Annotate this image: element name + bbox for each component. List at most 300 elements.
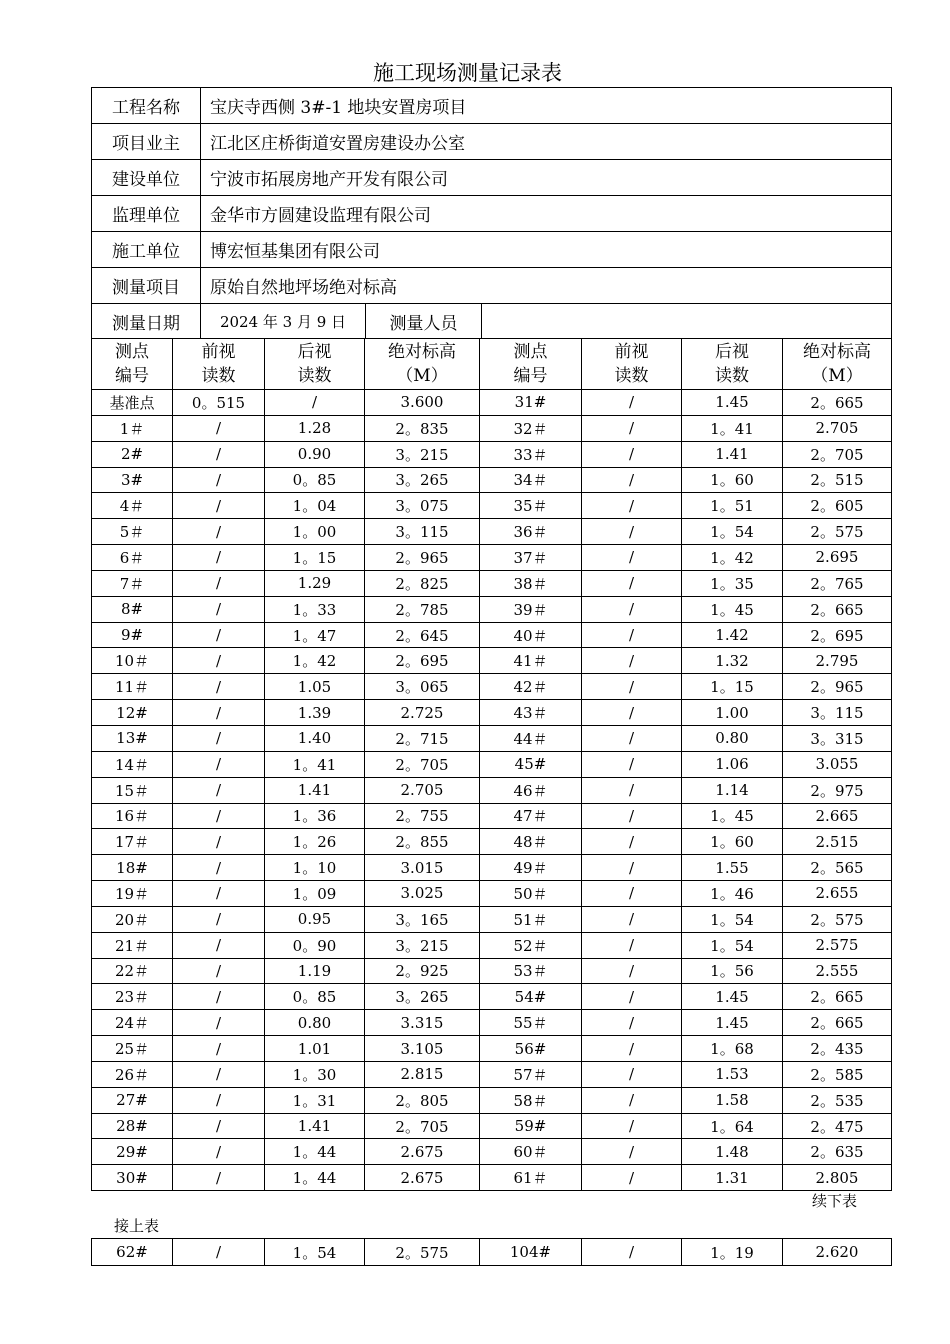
- elevation-cell: 3.600: [365, 390, 480, 416]
- back-reading-cell: 1。46: [682, 881, 783, 907]
- table-row: [92, 622, 892, 648]
- table-header-row: [92, 339, 892, 390]
- table-row: [92, 441, 892, 467]
- point-no-cell: 50＃: [480, 881, 582, 907]
- front-reading-cell: /: [173, 700, 265, 726]
- table-row: [92, 519, 892, 545]
- elevation-cell: 2.805: [783, 1165, 892, 1191]
- person-label: 测量人员: [366, 304, 482, 339]
- header-front-reading: 前视 读数: [582, 339, 682, 390]
- continuation-table: [91, 1238, 892, 1266]
- front-reading-cell: /: [173, 441, 265, 467]
- front-reading-cell: /: [582, 622, 682, 648]
- elevation-cell: 2。575: [783, 906, 892, 932]
- point-no-cell: 33＃: [480, 441, 582, 467]
- point-no-cell: 32＃: [480, 415, 582, 441]
- table-row: [92, 1087, 892, 1113]
- back-reading-cell: 1。68: [682, 1036, 783, 1062]
- elevation-cell: 2.665: [783, 803, 892, 829]
- info-label: 测量项目: [92, 268, 201, 304]
- header-point-no: 测点 编号: [480, 339, 582, 390]
- elevation-cell: 3.055: [783, 751, 892, 777]
- back-reading-cell: 1。41: [265, 751, 365, 777]
- elevation-cell: 2.795: [783, 648, 892, 674]
- elevation-cell: 2。475: [783, 1113, 892, 1139]
- back-reading-cell: 0.80: [265, 1010, 365, 1036]
- elevation-cell: 2。665: [783, 984, 892, 1010]
- point-no-cell: 36＃: [480, 519, 582, 545]
- point-no-cell: 56#: [480, 1036, 582, 1062]
- table-row: [92, 648, 892, 674]
- point-no-cell: 31#: [480, 390, 582, 416]
- front-reading-cell: /: [173, 622, 265, 648]
- back-reading-cell: 1。45: [682, 596, 783, 622]
- point-no-cell: 40＃: [480, 622, 582, 648]
- front-reading-cell: /: [173, 415, 265, 441]
- back-reading-cell: 1.41: [265, 1113, 365, 1139]
- front-reading-cell: /: [173, 1165, 265, 1191]
- back-reading-cell: 1。31: [265, 1087, 365, 1113]
- front-reading-cell: /: [582, 1239, 682, 1266]
- table-row: [92, 1165, 892, 1191]
- point-no-cell: 13#: [92, 725, 173, 751]
- elevation-cell: 2.705: [783, 415, 892, 441]
- table-row: [92, 1061, 892, 1087]
- back-reading-cell: 1。47: [265, 622, 365, 648]
- back-reading-cell: 1。35: [682, 570, 783, 596]
- front-reading-cell: /: [582, 1087, 682, 1113]
- front-reading-cell: /: [582, 1061, 682, 1087]
- back-reading-cell: 1。45: [682, 803, 783, 829]
- front-reading-cell: /: [582, 648, 682, 674]
- elevation-cell: 2。705: [365, 1113, 480, 1139]
- front-reading-cell: /: [173, 467, 265, 493]
- point-no-cell: 62#: [92, 1239, 173, 1266]
- elevation-cell: 2.575: [783, 932, 892, 958]
- front-reading-cell: /: [173, 674, 265, 700]
- elevation-cell: 3。215: [365, 932, 480, 958]
- header-back-reading: 后视 读数: [265, 339, 365, 390]
- point-no-cell: 18#: [92, 855, 173, 881]
- point-no-cell: 21＃: [92, 932, 173, 958]
- point-no-cell: 30#: [92, 1165, 173, 1191]
- point-no-cell: 41＃: [480, 648, 582, 674]
- back-reading-cell: 1。33: [265, 596, 365, 622]
- info-value: 宝庆寺西侧 3#-1 地块安置房项目: [201, 88, 892, 124]
- info-label: 监理单位: [92, 196, 201, 232]
- back-reading-cell: 1.45: [682, 984, 783, 1010]
- front-reading-cell: /: [582, 803, 682, 829]
- table-row: [92, 596, 892, 622]
- front-reading-cell: /: [582, 777, 682, 803]
- front-reading-cell: /: [582, 441, 682, 467]
- front-reading-cell: /: [582, 751, 682, 777]
- elevation-cell: 2。965: [365, 545, 480, 571]
- front-reading-cell: /: [173, 1087, 265, 1113]
- info-value: 原始自然地坪场绝对标高: [201, 268, 892, 304]
- table-row: [92, 751, 892, 777]
- back-reading-cell: 1.32: [682, 648, 783, 674]
- front-reading-cell: /: [582, 545, 682, 571]
- point-no-cell: 52＃: [480, 932, 582, 958]
- point-no-cell: 59#: [480, 1113, 582, 1139]
- front-reading-cell: 0。515: [173, 390, 265, 416]
- point-no-cell: 43＃: [480, 700, 582, 726]
- front-reading-cell: /: [582, 855, 682, 881]
- back-reading-cell: 1.14: [682, 777, 783, 803]
- info-row: [92, 160, 892, 196]
- elevation-cell: 2.815: [365, 1061, 480, 1087]
- front-reading-cell: /: [173, 1239, 265, 1266]
- table-row: [92, 1010, 892, 1036]
- point-no-cell: 27#: [92, 1087, 173, 1113]
- back-reading-cell: 1。60: [682, 829, 783, 855]
- elevation-cell: 3.105: [365, 1036, 480, 1062]
- elevation-cell: 2.515: [783, 829, 892, 855]
- table-row: [92, 674, 892, 700]
- front-reading-cell: /: [173, 803, 265, 829]
- table-row: [92, 545, 892, 571]
- point-no-cell: 45#: [480, 751, 582, 777]
- page-title: 施工现场测量记录表: [373, 61, 562, 85]
- elevation-cell: 3。115: [783, 700, 892, 726]
- elevation-cell: 2。975: [783, 777, 892, 803]
- point-no-cell: 20＃: [92, 906, 173, 932]
- front-reading-cell: /: [173, 751, 265, 777]
- elevation-cell: 2.655: [783, 881, 892, 907]
- front-reading-cell: /: [582, 390, 682, 416]
- point-no-cell: 15＃: [92, 777, 173, 803]
- header-elevation: 绝对标高 （M）: [783, 339, 892, 390]
- front-reading-cell: /: [173, 855, 265, 881]
- table-row: [92, 725, 892, 751]
- back-reading-cell: 1.39: [265, 700, 365, 726]
- back-reading-cell: 1.28: [265, 415, 365, 441]
- table-row: [92, 829, 892, 855]
- point-no-cell: 5＃: [92, 519, 173, 545]
- back-reading-cell: 1。26: [265, 829, 365, 855]
- info-value: 宁波市拓展房地产开发有限公司: [201, 160, 892, 196]
- front-reading-cell: /: [173, 906, 265, 932]
- back-reading-cell: 1。42: [682, 545, 783, 571]
- table-row: [92, 984, 892, 1010]
- front-reading-cell: /: [582, 958, 682, 984]
- front-reading-cell: /: [582, 596, 682, 622]
- info-value: 金华市方圆建设监理有限公司: [201, 196, 892, 232]
- point-no-cell: 24＃: [92, 1010, 173, 1036]
- point-no-cell: 60＃: [480, 1139, 582, 1165]
- elevation-cell: 3.315: [365, 1010, 480, 1036]
- elevation-cell: 2.620: [783, 1239, 892, 1266]
- front-reading-cell: /: [173, 648, 265, 674]
- info-label: 施工单位: [92, 232, 201, 268]
- table-row: [92, 700, 892, 726]
- front-reading-cell: /: [582, 829, 682, 855]
- info-row: [92, 268, 892, 304]
- back-reading-cell: 0.90: [265, 441, 365, 467]
- back-reading-cell: 1。19: [682, 1239, 783, 1266]
- back-reading-cell: 1。30: [265, 1061, 365, 1087]
- point-no-cell: 47＃: [480, 803, 582, 829]
- front-reading-cell: /: [173, 829, 265, 855]
- table-row: [92, 906, 892, 932]
- table-row: [92, 1139, 892, 1165]
- info-row: [92, 124, 892, 160]
- info-row: [92, 88, 892, 124]
- table-row: [92, 570, 892, 596]
- point-no-cell: 23＃: [92, 984, 173, 1010]
- elevation-cell: 2。855: [365, 829, 480, 855]
- elevation-cell: 2。715: [365, 725, 480, 751]
- elevation-cell: 3.015: [365, 855, 480, 881]
- point-no-cell: 34＃: [480, 467, 582, 493]
- back-reading-cell: 1.19: [265, 958, 365, 984]
- table-row: [92, 1239, 892, 1266]
- front-reading-cell: /: [582, 570, 682, 596]
- point-no-cell: 53＃: [480, 958, 582, 984]
- point-no-cell: 19＃: [92, 881, 173, 907]
- back-reading-cell: 1.29: [265, 570, 365, 596]
- back-reading-cell: 0.80: [682, 725, 783, 751]
- point-no-cell: 4＃: [92, 493, 173, 519]
- point-no-cell: 基准点: [92, 390, 173, 416]
- elevation-cell: 2。765: [783, 570, 892, 596]
- back-reading-cell: 1。09: [265, 881, 365, 907]
- elevation-cell: 2。695: [783, 622, 892, 648]
- front-reading-cell: /: [582, 1165, 682, 1191]
- front-reading-cell: /: [582, 725, 682, 751]
- table-row: [92, 1113, 892, 1139]
- front-reading-cell: /: [173, 1010, 265, 1036]
- table-row: [92, 958, 892, 984]
- back-reading-cell: 1.06: [682, 751, 783, 777]
- info-row: [92, 232, 892, 268]
- back-reading-cell: 1.40: [265, 725, 365, 751]
- point-no-cell: 14＃: [92, 751, 173, 777]
- front-reading-cell: /: [582, 467, 682, 493]
- table-row: [92, 493, 892, 519]
- back-reading-cell: 1。54: [682, 519, 783, 545]
- front-reading-cell: /: [582, 700, 682, 726]
- back-reading-cell: 1.00: [682, 700, 783, 726]
- table-row: [92, 932, 892, 958]
- table-row: [92, 881, 892, 907]
- back-reading-cell: 1。36: [265, 803, 365, 829]
- info-value: 博宏恒基集团有限公司: [201, 232, 892, 268]
- back-reading-cell: 1.45: [682, 1010, 783, 1036]
- back-reading-cell: 1.45: [682, 390, 783, 416]
- elevation-cell: 2。925: [365, 958, 480, 984]
- point-no-cell: 10＃: [92, 648, 173, 674]
- back-reading-cell: 1。42: [265, 648, 365, 674]
- elevation-cell: 3。075: [365, 493, 480, 519]
- elevation-cell: 2.555: [783, 958, 892, 984]
- elevation-cell: 2。645: [365, 622, 480, 648]
- front-reading-cell: /: [582, 906, 682, 932]
- front-reading-cell: /: [582, 1036, 682, 1062]
- point-no-cell: 48＃: [480, 829, 582, 855]
- front-reading-cell: /: [173, 596, 265, 622]
- table-row: [92, 415, 892, 441]
- elevation-cell: 2。575: [365, 1239, 480, 1266]
- back-reading-cell: 1。60: [682, 467, 783, 493]
- back-reading-cell: 1。56: [682, 958, 783, 984]
- elevation-cell: 3。265: [365, 467, 480, 493]
- elevation-cell: 3。165: [365, 906, 480, 932]
- back-reading-cell: 1。15: [682, 674, 783, 700]
- table-row: [92, 777, 892, 803]
- point-no-cell: 1＃: [92, 415, 173, 441]
- front-reading-cell: /: [582, 1010, 682, 1036]
- front-reading-cell: /: [173, 493, 265, 519]
- front-reading-cell: /: [582, 932, 682, 958]
- header-front-reading: 前视 读数: [173, 339, 265, 390]
- elevation-cell: 3。215: [365, 441, 480, 467]
- front-reading-cell: /: [173, 958, 265, 984]
- front-reading-cell: /: [173, 545, 265, 571]
- back-reading-cell: 1。54: [265, 1239, 365, 1266]
- measurement-table: [91, 338, 892, 1191]
- elevation-cell: 2。825: [365, 570, 480, 596]
- back-reading-cell: 1。10: [265, 855, 365, 881]
- point-no-cell: 28#: [92, 1113, 173, 1139]
- back-reading-cell: 1。04: [265, 493, 365, 519]
- continued-from-above-note: 接上表: [114, 1217, 160, 1235]
- back-reading-cell: 1。15: [265, 545, 365, 571]
- back-reading-cell: 1.31: [682, 1165, 783, 1191]
- point-no-cell: 25＃: [92, 1036, 173, 1062]
- table-row: [92, 467, 892, 493]
- elevation-cell: 2。585: [783, 1061, 892, 1087]
- elevation-cell: 2。705: [365, 751, 480, 777]
- back-reading-cell: /: [265, 390, 365, 416]
- point-no-cell: 12#: [92, 700, 173, 726]
- header-back-reading: 后视 读数: [682, 339, 783, 390]
- date-row: [92, 304, 892, 339]
- point-no-cell: 49＃: [480, 855, 582, 881]
- elevation-cell: 2.705: [365, 777, 480, 803]
- back-reading-cell: 1.41: [265, 777, 365, 803]
- elevation-cell: 2。665: [783, 390, 892, 416]
- point-no-cell: 7＃: [92, 570, 173, 596]
- elevation-cell: 3。065: [365, 674, 480, 700]
- back-reading-cell: 1。51: [682, 493, 783, 519]
- back-reading-cell: 1。44: [265, 1139, 365, 1165]
- front-reading-cell: /: [173, 1139, 265, 1165]
- back-reading-cell: 1。41: [682, 415, 783, 441]
- elevation-cell: 2。515: [783, 467, 892, 493]
- back-reading-cell: 1.48: [682, 1139, 783, 1165]
- point-no-cell: 9#: [92, 622, 173, 648]
- back-reading-cell: 1。44: [265, 1165, 365, 1191]
- point-no-cell: 104#: [480, 1239, 582, 1266]
- point-no-cell: 17＃: [92, 829, 173, 855]
- elevation-cell: 2.725: [365, 700, 480, 726]
- point-no-cell: 3#: [92, 467, 173, 493]
- elevation-cell: 3。265: [365, 984, 480, 1010]
- point-no-cell: 37＃: [480, 545, 582, 571]
- front-reading-cell: /: [173, 725, 265, 751]
- front-reading-cell: /: [582, 519, 682, 545]
- front-reading-cell: /: [173, 777, 265, 803]
- point-no-cell: 39＃: [480, 596, 582, 622]
- table-row: [92, 855, 892, 881]
- elevation-cell: 2。535: [783, 1087, 892, 1113]
- project-info-table: [91, 87, 892, 339]
- front-reading-cell: /: [582, 415, 682, 441]
- back-reading-cell: 0。85: [265, 984, 365, 1010]
- elevation-cell: 2。665: [783, 596, 892, 622]
- front-reading-cell: /: [173, 1113, 265, 1139]
- back-reading-cell: 1.42: [682, 622, 783, 648]
- point-no-cell: 29#: [92, 1139, 173, 1165]
- point-no-cell: 42＃: [480, 674, 582, 700]
- point-no-cell: 57＃: [480, 1061, 582, 1087]
- measurement-person: [482, 304, 892, 339]
- point-no-cell: 55＃: [480, 1010, 582, 1036]
- back-reading-cell: 1.55: [682, 855, 783, 881]
- front-reading-cell: /: [173, 1061, 265, 1087]
- front-reading-cell: /: [173, 519, 265, 545]
- front-reading-cell: /: [582, 674, 682, 700]
- point-no-cell: 46＃: [480, 777, 582, 803]
- back-reading-cell: 1。00: [265, 519, 365, 545]
- elevation-cell: 2。705: [783, 441, 892, 467]
- elevation-cell: 2。755: [365, 803, 480, 829]
- point-no-cell: 54#: [480, 984, 582, 1010]
- back-reading-cell: 0.95: [265, 906, 365, 932]
- elevation-cell: 2。695: [365, 648, 480, 674]
- table-row: [92, 803, 892, 829]
- front-reading-cell: /: [582, 984, 682, 1010]
- measurement-date: 2024 年 3 月 9 日: [201, 304, 366, 339]
- info-label: 项目业主: [92, 124, 201, 160]
- back-reading-cell: 1.58: [682, 1087, 783, 1113]
- point-no-cell: 58＃: [480, 1087, 582, 1113]
- back-reading-cell: 0。85: [265, 467, 365, 493]
- table-row: [92, 1036, 892, 1062]
- back-reading-cell: 0。90: [265, 932, 365, 958]
- back-reading-cell: 1。64: [682, 1113, 783, 1139]
- elevation-cell: 2。835: [365, 415, 480, 441]
- elevation-cell: 2。965: [783, 674, 892, 700]
- elevation-cell: 2。435: [783, 1036, 892, 1062]
- elevation-cell: 2.675: [365, 1139, 480, 1165]
- info-row: [92, 196, 892, 232]
- back-reading-cell: 1.41: [682, 441, 783, 467]
- point-no-cell: 2#: [92, 441, 173, 467]
- table-row: [92, 390, 892, 416]
- front-reading-cell: /: [582, 1139, 682, 1165]
- front-reading-cell: /: [173, 932, 265, 958]
- elevation-cell: 2。575: [783, 519, 892, 545]
- point-no-cell: 61＃: [480, 1165, 582, 1191]
- elevation-cell: 2.695: [783, 545, 892, 571]
- continued-below-note: 续下表: [812, 1192, 858, 1210]
- point-no-cell: 6＃: [92, 545, 173, 571]
- point-no-cell: 16＃: [92, 803, 173, 829]
- elevation-cell: 3。115: [365, 519, 480, 545]
- front-reading-cell: /: [173, 881, 265, 907]
- info-value: 江北区庄桥街道安置房建设办公室: [201, 124, 892, 160]
- header-elevation: 绝对标高 （M）: [365, 339, 480, 390]
- elevation-cell: 3。315: [783, 725, 892, 751]
- front-reading-cell: /: [582, 881, 682, 907]
- header-point-no: 测点 编号: [92, 339, 173, 390]
- elevation-cell: 2。605: [783, 493, 892, 519]
- point-no-cell: 35＃: [480, 493, 582, 519]
- point-no-cell: 8#: [92, 596, 173, 622]
